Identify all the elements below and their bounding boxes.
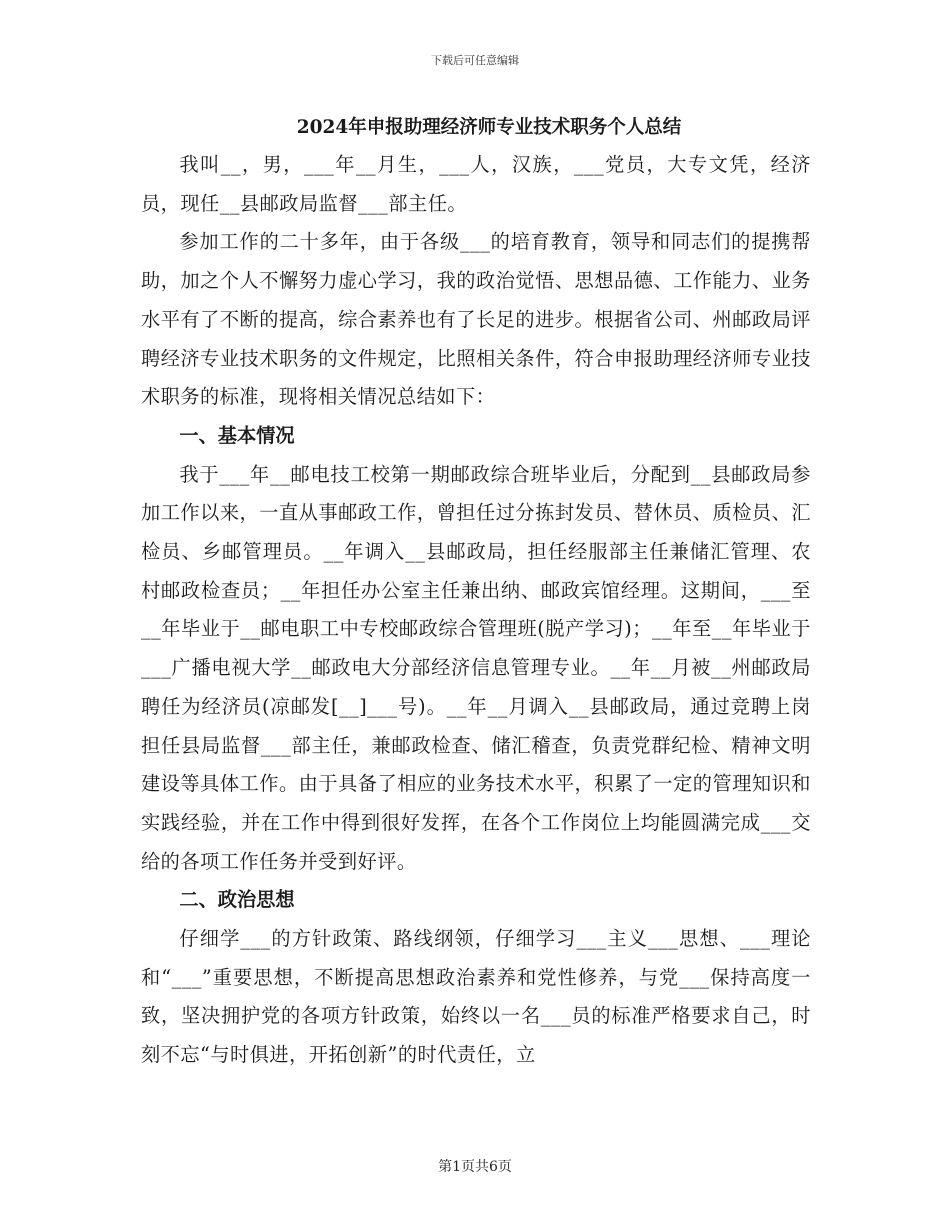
section-heading-political-thought: 二、政治思想 [179, 888, 295, 912]
section-heading-basic-info: 一、基本情况 [179, 423, 295, 447]
document-title: 2024年申报助理经济师专业技术职务个人总结 [296, 117, 682, 138]
section-basic-info-paragraph: 我于___年__邮电技工校第一期邮政综合班毕业后，分配到__县邮政局参加工作以来，一直从事邮政工作，曾担任过分拣封发员、替休员、质检员、汇检员、乡邮管理员。__年调入__县邮政局，担任经服部主任兼储汇管理、农村邮政检查员；__年担任办公室主任兼出纳、邮政宾馆经理。这期间，___至__年毕业于__邮电职工中专校邮政综合管理班(脱产学习)；__年至__年毕业于___广播电视大学__邮政电大分部经济信息管理专业。__年__月被__州邮政局聘任为经济员(凉邮发[__]___号)。__年__月调入__县邮政局，通过竞聘上岗担任县局监督___部主任，兼邮政检查、储汇稽查，负责党群纪检、精神文明建设等具体工作。由于具备了相应的业务技术水平，积累了一定的管理知识和实践经验，并在工作中得到很好发挥，在各个工作岗位上均能圆满完成___交给的各项工作任务并受到好评。 [141, 462, 811, 873]
intro-paragraph-1: 我叫__，男，___年__月生，___人，汉族，___党员，大专文凭，经济员，现任__县邮政局监督___部主任。 [141, 153, 811, 215]
page-footer-page-number: 第1页共6页 [438, 1159, 512, 1175]
page-header-note: 下载后可任意编辑 [431, 54, 519, 67]
section-political-thought-paragraph: 仔细学___的方针政策、路线纲领，仔细学习___主义___思想、___理论和“___”重要思想，不断提高思想政治素养和党性修养，与党___保持高度一致，坚决拥护党的各项方针政策，始终以一名___员的标准严格要求自己，时刻不忘“与时俱进，开拓创新”的时代责任，立 [141, 927, 811, 1067]
intro-paragraph-2: 参加工作的二十多年，由于各级___的培育教育，领导和同志们的提携帮助，加之个人不懈努力虚心学习，我的政治觉悟、思想品德、工作能力、业务水平有了不断的提高，综合素养也有了长足的进步。根据省公司、州邮政局评聘经济专业技术职务的文件规定，比照相关条件，符合申报助理经济师专业技术职务的标准，现将相关情况总结如下： [141, 230, 811, 409]
document-body [141, 110, 811, 1075]
